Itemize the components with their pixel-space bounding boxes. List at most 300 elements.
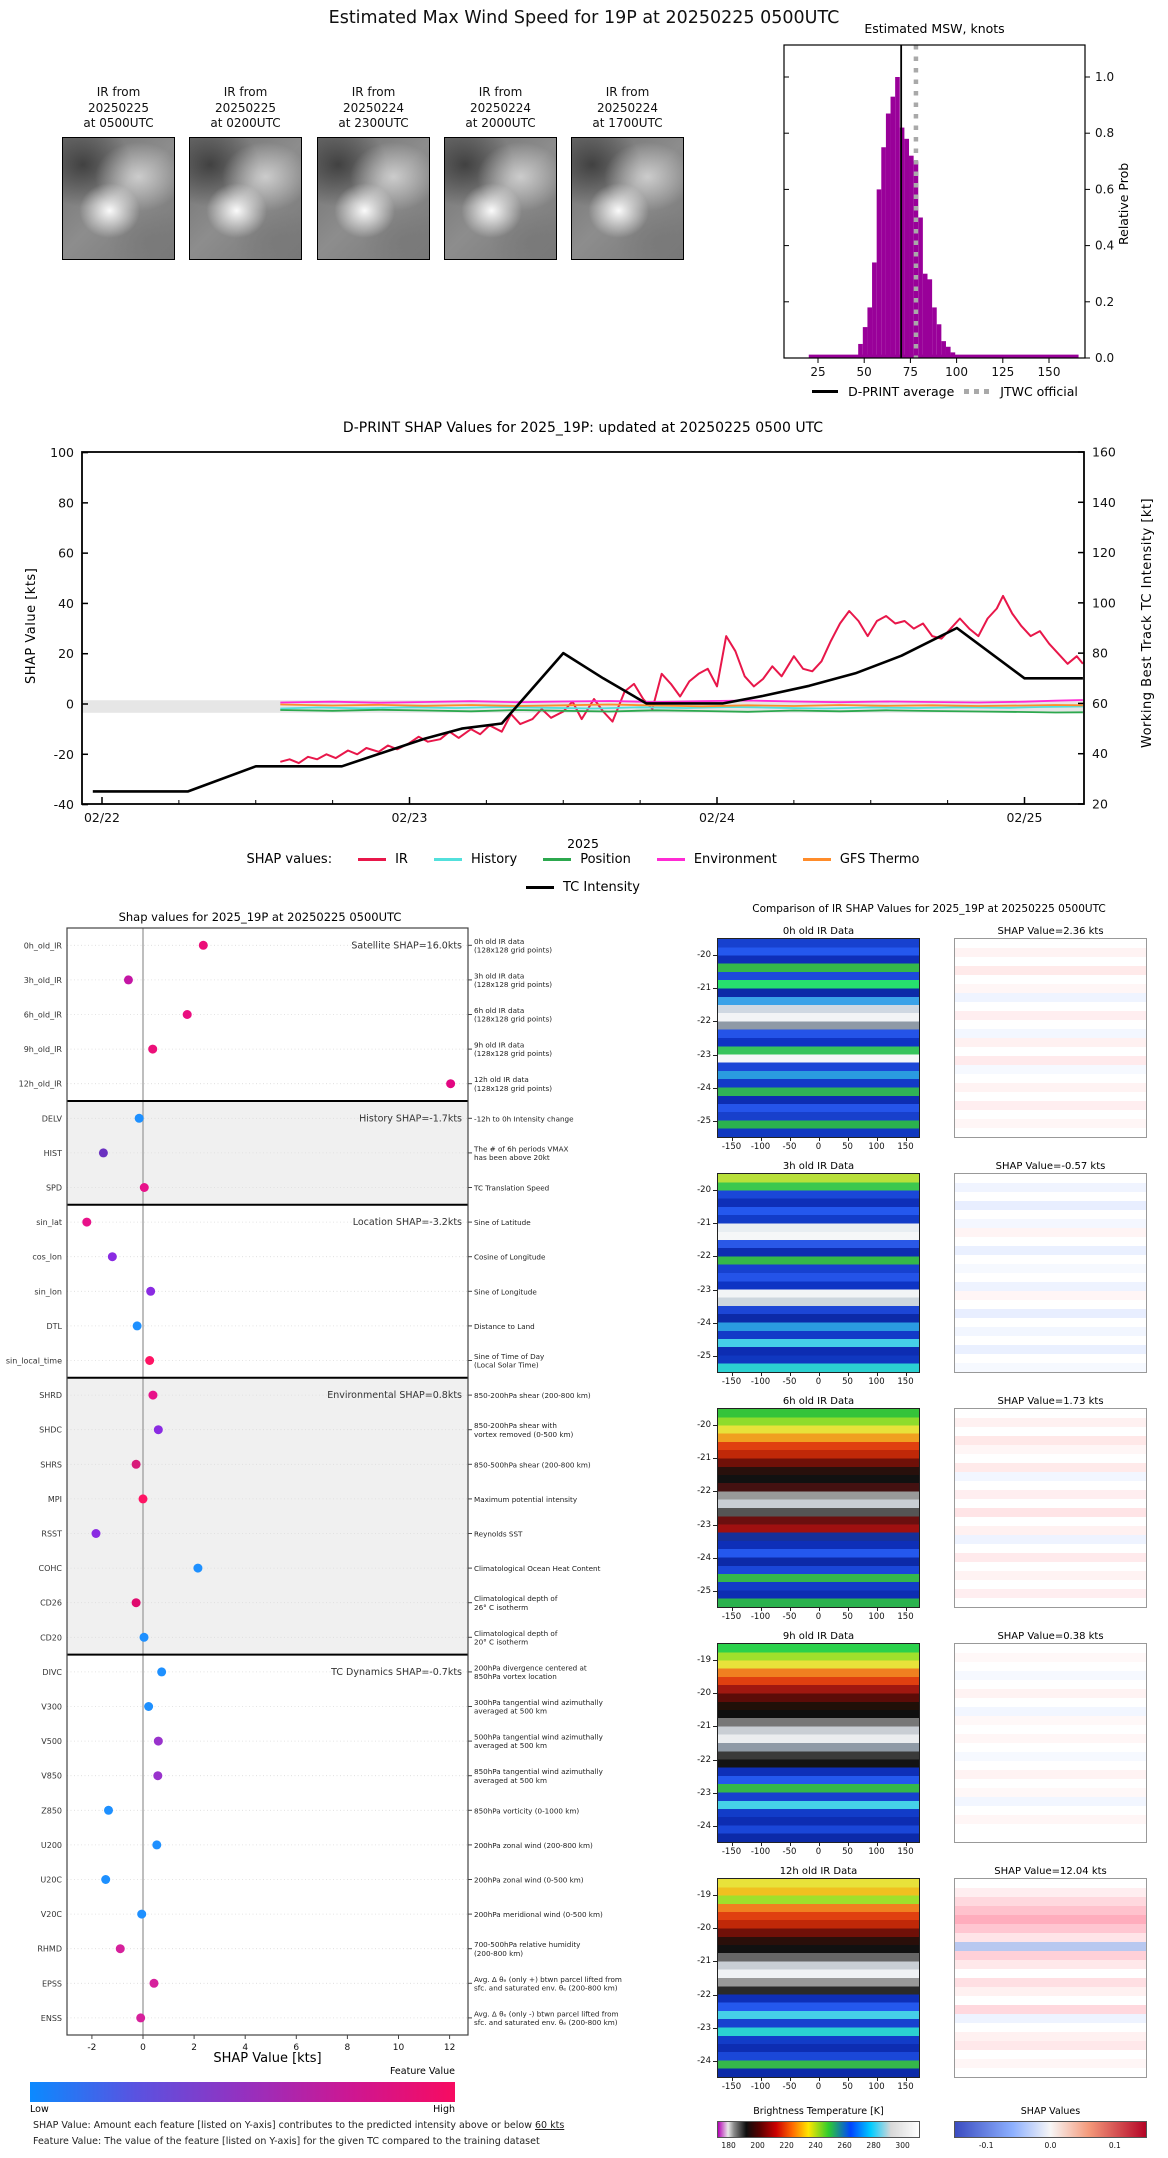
heatmap-xtick: 0: [815, 1847, 822, 1857]
ir-thumbnail-label: IR from 20250224 at 2000UTC: [465, 85, 536, 131]
heatmap-ytick: -20: [697, 1184, 711, 1195]
shap-dot-MPI: [139, 1494, 148, 1503]
heatmap-ytick: -22: [697, 1251, 711, 1262]
heatmap-xtick-dash: [790, 1138, 791, 1141]
heatmap-ytick-dash: [713, 1425, 717, 1426]
feature-desc: Avg. Δ θₑ (only +) btwn parcel lifted from sfc. and saturated env. θₑ (200-800 km): [474, 1974, 622, 1993]
heatmap-xtick: -100: [750, 1612, 771, 1622]
heatmap-xtick-dash: [819, 1843, 820, 1846]
heatmap-xtick-dash: [819, 1373, 820, 1376]
ts-xtick: 02/24: [698, 810, 736, 825]
feature-name: 0h_old_IR: [23, 941, 62, 951]
feature-name: 3h_old_IR: [23, 975, 62, 985]
heatmap-xtick-dash: [819, 1138, 820, 1141]
feature-name: 12h_old_IR: [18, 1079, 62, 1089]
heatmap-ytick: -24: [697, 1082, 711, 1093]
heatmap-ytick: -19: [697, 1654, 711, 1665]
shap-dot-CD26: [132, 1598, 141, 1607]
feature-name: 9h_old_IR: [23, 1045, 62, 1055]
heatmap-xtick: 0: [815, 1612, 822, 1622]
dotplot-title: Shap values for 2025_19P at 20250225 0500UTC: [118, 910, 402, 924]
heatmap-xtick-dash: [790, 2078, 791, 2081]
feature-name: V300: [41, 1702, 62, 1712]
histogram-bar: [914, 161, 919, 358]
heatmap-xtick-dash: [732, 1373, 733, 1376]
heatmap-ytick: -24: [697, 2056, 711, 2067]
heatmap-ytick: -20: [697, 1687, 711, 1698]
ts-right-ytick: 140: [1092, 494, 1116, 510]
shap-dot-0h_old_IR: [199, 941, 208, 950]
heatmap-xtick-dash: [761, 1843, 762, 1846]
timeseries-legend-row2: TC Intensity: [82, 880, 1084, 895]
heatmap-xtick: -100: [750, 1847, 771, 1857]
shap-panel-title: SHAP Value=0.38 kts: [997, 1631, 1104, 1642]
feature-name: EPSS: [41, 1979, 62, 1989]
footnote-shap-value: SHAP Value: Amount each feature [listed on Y-axis] contributes to the predicted intensity above or below 60 kts: [33, 2120, 565, 2131]
heatmap-ytick: -21: [697, 1217, 711, 1228]
heatmap-ytick: -22: [697, 1016, 711, 1027]
heatmap-ytick: -24: [697, 1821, 711, 1832]
heatmap-title: 12h old IR Data: [779, 1866, 858, 1877]
feature-desc: 850-500hPa shear (200-800 km): [474, 1460, 591, 1470]
heatmap-ytick-dash: [713, 1760, 717, 1761]
heatmap-ytick-dash: [713, 1223, 717, 1224]
heatmap-ytick-dash: [713, 1591, 717, 1592]
bt-colorbar-tick: 220: [779, 2141, 794, 2150]
shap-dot-sin_lat: [82, 1218, 91, 1227]
histogram-bar: [909, 156, 914, 358]
shap-dotplot: [0, 905, 700, 2065]
histogram-ylabel: Relative Prob: [1116, 162, 1131, 245]
histogram-bar: [951, 352, 956, 358]
feature-desc: 500hPa tangential wind azimuthally averaged at 500 km: [474, 1732, 603, 1751]
heatmap-ytick: -21: [697, 1721, 711, 1732]
shap-dot-ENSS: [136, 2013, 145, 2022]
heatmap-ytick-dash: [713, 1895, 717, 1896]
ts-right-ytick: 80: [1092, 645, 1108, 661]
heatmap-ytick-dash: [713, 1928, 717, 1929]
heatmap-xtick: 0: [815, 2082, 822, 2092]
series-ir: [280, 596, 1083, 763]
dotplot-xtick: 12: [443, 2043, 456, 2053]
feature-desc: Sine of Longitude: [474, 1287, 537, 1297]
dprint-average-line-swatch: [812, 390, 838, 393]
ts-left-ytick: -20: [53, 746, 74, 762]
histogram-bar: [891, 97, 896, 358]
histogram-bar: [937, 324, 942, 358]
tc-intensity-series-swatch: [526, 886, 554, 889]
shap-dot-9h_old_IR: [148, 1045, 157, 1054]
feature-name: 6h_old_IR: [23, 1010, 62, 1020]
feature-desc: 850-200hPa shear with vortex removed (0-500 km): [474, 1421, 574, 1439]
heatmap-ytick-dash: [713, 1356, 717, 1357]
feature-name: DTL: [46, 1321, 62, 1331]
heatmap-ytick-dash: [713, 1726, 717, 1727]
histogram-xtick: 150: [1037, 365, 1061, 379]
position-series-swatch: [543, 858, 571, 861]
shap-dot-3h_old_IR: [124, 975, 133, 984]
feature-desc: 850hPa tangential wind azimuthally averaged at 500 km: [474, 1767, 603, 1785]
jtwc-official-dotted-swatch: [964, 389, 990, 394]
feature-name: HIST: [43, 1148, 62, 1158]
feature-name: DIVC: [42, 1667, 62, 1677]
heatmap-ytick-dash: [713, 1021, 717, 1022]
heatmap-xtick-dash: [848, 2078, 849, 2081]
heatmap-xtick-dash: [761, 1608, 762, 1611]
histogram-xtick: 25: [810, 365, 826, 379]
heatmap-xtick-dash: [761, 1138, 762, 1141]
shap-dot-SPD: [140, 1183, 149, 1192]
feature-desc: 850-200hPa shear (200-800 km): [474, 1391, 591, 1401]
bt-colorbar-tick: 280: [866, 2141, 881, 2150]
heatmap-ytick: -23: [697, 1519, 711, 1530]
heatmap-title: 3h old IR Data: [782, 1161, 855, 1172]
dotplot-xtick: 8: [344, 2043, 351, 2053]
heatmap-ytick-dash: [713, 1660, 717, 1661]
heatmap-ytick-dash: [713, 1256, 717, 1257]
feature-name: RHMD: [37, 1944, 62, 1954]
dotplot-xtick: 10: [392, 2043, 405, 2053]
shap-colorbar-tick: 0.0: [1044, 2141, 1057, 2150]
feature-desc: 200hPa zonal wind (200-800 km): [474, 1840, 593, 1850]
feature-name: sin_lon: [34, 1287, 62, 1297]
histogram-ytick: 0.6: [1095, 182, 1115, 197]
heatmap-xtick: 50: [842, 1612, 853, 1622]
heatmap-ytick-dash: [713, 2061, 717, 2062]
heatmap-xtick-dash: [906, 1138, 907, 1141]
heatmap-xtick-dash: [906, 2078, 907, 2081]
feature-desc: The # of 6h periods VMAX has been above 20kt: [474, 1144, 569, 1162]
heatmap-ytick: -25: [697, 1351, 711, 1362]
histogram-bar: [941, 341, 946, 358]
heatmap-xtick: -50: [782, 1612, 797, 1622]
feature-name: V850: [41, 1771, 62, 1781]
heatmap-xtick: 100: [868, 1142, 885, 1152]
heatmap-xtick-dash: [761, 1373, 762, 1376]
heatmap-ytick-dash: [713, 1693, 717, 1694]
histogram-bar: [932, 307, 937, 358]
histogram-bar: [895, 77, 900, 358]
feature-desc: TC Translation Speed: [474, 1183, 550, 1193]
feature-name: SHRS: [40, 1460, 62, 1470]
heatmap-xtick: 100: [868, 1612, 885, 1622]
heatmap-xtick: 150: [897, 1847, 914, 1857]
feature-desc: Reynolds SST: [474, 1529, 523, 1539]
heatmap-title: 0h old IR Data: [782, 926, 855, 937]
feature-value-colorbar: [30, 2082, 455, 2102]
heatmap-xtick: 100: [868, 1377, 885, 1387]
bt-colorbar-tick: 200: [750, 2141, 765, 2150]
page-title: Estimated Max Wind Speed for 19P at 20250225 0500UTC: [328, 8, 840, 28]
timeseries-frame: [82, 452, 1084, 804]
ir-thumbnail-label: IR from 20250224 at 2300UTC: [338, 85, 409, 131]
feature-desc: Cosine of Longitude: [474, 1252, 546, 1262]
heatmap-ytick-dash: [713, 1961, 717, 1962]
shap-dot-V500: [154, 1737, 163, 1746]
ts-right-ytick: 100: [1092, 595, 1116, 611]
heatmap-xtick: 50: [842, 2082, 853, 2092]
heatmap-xtick: 50: [842, 1847, 853, 1857]
dotplot-xtick: 6: [293, 2043, 300, 2053]
feature-name: MPI: [47, 1494, 62, 1504]
shap-dot-U200: [152, 1840, 161, 1849]
heatmap-ytick-dash: [713, 988, 717, 989]
dotplot-xtick: 0: [140, 2043, 146, 2053]
heatmap-xtick-dash: [732, 1138, 733, 1141]
feature-desc: 200hPa divergence centered at 850hPa vortex location: [474, 1663, 587, 1681]
ir-heatmap: [717, 1643, 920, 1843]
section-shap-label: TC Dynamics SHAP=-0.7kts: [331, 1666, 462, 1678]
ts-left-ytick: 60: [58, 545, 74, 561]
heatmap-ytick: -22: [697, 1486, 711, 1497]
ir-thumbnail-label: IR from 20250224 at 1700UTC: [592, 85, 663, 131]
heatmap-xtick-dash: [848, 1608, 849, 1611]
shap-stripe-panel: [954, 938, 1147, 1138]
heatmap-xtick: -50: [782, 1377, 797, 1387]
feature-name: Z850: [41, 1806, 62, 1816]
timeseries-year-label: 2025: [567, 836, 599, 851]
heatmap-ytick: -20: [697, 1922, 711, 1933]
ts-xtick: 02/25: [1006, 810, 1043, 825]
ts-right-ytick: 40: [1092, 746, 1108, 762]
feature-desc: Maximum potential intensity: [474, 1494, 578, 1504]
heatmap-xtick: 150: [897, 1142, 914, 1152]
heatmap-xtick-dash: [906, 1608, 907, 1611]
feature-name: V500: [41, 1737, 62, 1747]
feature-desc: 6h old IR data (128x128 grid points): [474, 1006, 553, 1024]
ts-xtick: 02/23: [391, 810, 428, 825]
heatmap-xtick-dash: [906, 1843, 907, 1846]
feature-desc: Distance to Land: [474, 1321, 535, 1331]
shap-panel-title: SHAP Value=12.04 kts: [994, 1866, 1107, 1877]
section-shap-label: Location SHAP=-3.2kts: [352, 1217, 462, 1229]
shap-stripe-panel: [954, 1878, 1147, 2078]
ts-left-ytick: 20: [58, 646, 74, 662]
dotplot-xtick: -2: [87, 2043, 97, 2053]
shap-stripe-panel: [954, 1408, 1147, 1608]
feature-name: U200: [40, 1840, 62, 1850]
timeseries-right-ylabel: Working Best Track TC Intensity [kt]: [1140, 497, 1155, 748]
shap-dot-DIVC: [157, 1667, 166, 1676]
feature-desc: 200hPa meridional wind (0-500 km): [474, 1910, 603, 1920]
heatmap-xtick: -150: [721, 1142, 742, 1152]
heatmap-ytick: -24: [697, 1317, 711, 1328]
feature-desc: 850hPa vorticity (0-1000 km): [474, 1806, 580, 1816]
histogram-bar: [863, 327, 868, 358]
shap-dot-RSST: [91, 1529, 100, 1538]
histogram-xtick: 100: [945, 365, 969, 379]
brightness-temp-colorbar: [717, 2121, 920, 2138]
shap-dot-sin_local_time: [145, 1356, 154, 1365]
heatmap-ytick-dash: [713, 1323, 717, 1324]
heatmap-ytick: -21: [697, 1956, 711, 1967]
section-shap-label: History SHAP=-1.7kts: [359, 1113, 462, 1125]
feature-desc: 700-500hPa relative humidity (200-800 km): [474, 1940, 581, 1958]
ts-right-ytick: 120: [1092, 545, 1116, 561]
heatmap-ytick-dash: [713, 1055, 717, 1056]
heatmap-ytick-dash: [713, 1995, 717, 1996]
heatmap-xtick-dash: [732, 1608, 733, 1611]
heatmap-title: 6h old IR Data: [782, 1396, 855, 1407]
histogram-bar: [867, 307, 872, 358]
msw-histogram: [0, 0, 1168, 410]
heatmap-ytick-dash: [713, 1190, 717, 1191]
shap-panel-title: SHAP Value=2.36 kts: [997, 926, 1104, 937]
feature-desc: 3h old IR data (128x128 grid points): [474, 971, 553, 989]
shap-dot-DELV: [135, 1114, 144, 1123]
feature-name: CD26: [40, 1598, 62, 1608]
histogram-bar: [877, 189, 882, 358]
ir-heatmap: [717, 1173, 920, 1373]
histogram-bar: [886, 114, 891, 358]
feature-name: SPD: [45, 1183, 62, 1193]
ts-right-ytick: 60: [1092, 695, 1108, 711]
histogram-bar: [872, 262, 877, 358]
shap-dot-cos_lon: [108, 1252, 117, 1261]
histogram-xtick: 50: [856, 365, 872, 379]
feature-desc: Sine of Latitude: [474, 1218, 531, 1228]
histogram-bar: [923, 274, 928, 358]
heatmap-xtick-dash: [877, 1843, 878, 1846]
heatmap-ytick: -20: [697, 949, 711, 960]
environment-series-swatch: [657, 858, 685, 861]
heatmap-xtick: -50: [782, 1142, 797, 1152]
heatmap-xtick: -50: [782, 1847, 797, 1857]
heatmap-xtick: 0: [815, 1142, 822, 1152]
heatmap-ytick: -23: [697, 2022, 711, 2033]
ir-heatmap: [717, 938, 920, 1138]
bt-colorbar-tick: 240: [808, 2141, 823, 2150]
feature-name: CD20: [40, 1633, 62, 1643]
heatmap-xtick: -100: [750, 1377, 771, 1387]
heatmap-ytick-dash: [713, 1525, 717, 1526]
heatmap-xtick: -100: [750, 1142, 771, 1152]
shap-values-colorbar-label: SHAP Values: [1020, 2106, 1081, 2117]
heatmap-xtick: 150: [897, 1377, 914, 1387]
section-shap-label: Satellite SHAP=16.0kts: [351, 940, 462, 952]
dotplot-xtick: 2: [191, 2043, 197, 2053]
feature-desc: Climatological depth of 26° C isotherm: [474, 1594, 558, 1612]
footnote-feature-value: Feature Value: The value of the feature [listed on Y-axis] for the given TC compared to the training dataset: [33, 2136, 540, 2147]
histogram-ytick: 0.4: [1095, 238, 1115, 253]
dotplot-xtick: 4: [242, 2043, 249, 2053]
histogram-ytick: 0.0: [1095, 351, 1115, 365]
heatmap-xtick: -100: [750, 2082, 771, 2092]
heatmap-xtick: 150: [897, 2082, 914, 2092]
ir-heatmap: [717, 1408, 920, 1608]
feature-desc: 0h old IR data (128x128 grid points): [474, 936, 553, 955]
ts-left-ytick: -40: [53, 797, 74, 813]
shap-dot-RHMD: [116, 1944, 125, 1953]
histogram-ytick: 0.2: [1095, 294, 1115, 309]
heatmap-xtick-dash: [906, 1373, 907, 1376]
history-series-swatch: [434, 858, 462, 861]
dotplot-xlabel: SHAP Value [kts]: [213, 2051, 322, 2066]
feature-desc: -12h to 0h Intensity change: [474, 1114, 574, 1124]
heatmap-xtick-dash: [848, 1138, 849, 1141]
shap-dot-DTL: [133, 1321, 142, 1330]
shap-colorbar-tick: -0.1: [978, 2141, 994, 2150]
histogram-bar: [881, 147, 886, 358]
heatmap-ytick: -21: [697, 982, 711, 993]
feature-name: ENSS: [40, 2013, 62, 2023]
shap-panel-title: SHAP Value=1.73 kts: [997, 1396, 1104, 1407]
shap-dot-12h_old_IR: [446, 1079, 455, 1088]
shap-dot-SHRS: [132, 1460, 141, 1469]
timeseries-title: D-PRINT SHAP Values for 2025_19P: updated at 20250225 0500 UTC: [342, 420, 824, 436]
heatmap-ytick: -22: [697, 1989, 711, 2000]
heatmap-xtick-dash: [877, 1138, 878, 1141]
shap-stripe-panel: [954, 1173, 1147, 1373]
heatmap-xtick-dash: [877, 1373, 878, 1376]
shap-dot-V850: [153, 1771, 162, 1780]
brightness-temp-colorbar-label: Brightness Temperature [K]: [753, 2106, 884, 2117]
heatmap-xtick-dash: [848, 1843, 849, 1846]
heatmap-xtick-dash: [732, 2078, 733, 2081]
shap-dot-V20C: [137, 1910, 146, 1919]
section-shading: [67, 1378, 468, 1655]
ts-left-ytick: 80: [58, 495, 74, 511]
heatmap-xtick: -150: [721, 2082, 742, 2092]
feature-desc: 300hPa tangential wind azimuthally averaged at 500 km: [474, 1698, 603, 1716]
shap-dot-EPSS: [149, 1979, 158, 1988]
bt-colorbar-tick: 300: [895, 2141, 910, 2150]
feature-name: V20C: [40, 1910, 62, 1920]
shap-dot-CD20: [140, 1633, 149, 1642]
histogram-bar: [858, 344, 863, 358]
feature-name: COHC: [38, 1564, 62, 1574]
shap-dot-Z850: [104, 1806, 113, 1815]
ir-thumbnail-label: IR from 20250225 at 0500UTC: [83, 85, 154, 131]
histogram-ytick: 0.8: [1095, 126, 1115, 141]
timeseries-left-ylabel: SHAP Value [kts]: [24, 567, 39, 684]
feature-name: SHRD: [39, 1391, 62, 1401]
heatmap-ytick: -25: [697, 1586, 711, 1597]
histogram-xtick: 75: [902, 365, 919, 379]
heatmap-xtick-dash: [790, 1608, 791, 1611]
heatmap-ytick: -23: [697, 1787, 711, 1798]
heatmap-ytick-dash: [713, 1793, 717, 1794]
heatmap-xtick-dash: [790, 1843, 791, 1846]
heatmap-xtick-dash: [732, 1843, 733, 1846]
shap-dot-HIST: [99, 1148, 108, 1157]
feature-name: cos_lon: [32, 1252, 62, 1262]
feature-desc: Climatological Ocean Heat Content: [474, 1564, 601, 1574]
heatmap-xtick-dash: [848, 1373, 849, 1376]
feature-desc: Sine of Time of Day (Local Solar Time): [474, 1352, 545, 1370]
colorbar-high-label: High: [433, 2104, 455, 2115]
feature-name: DELV: [41, 1114, 62, 1124]
feature-name: sin_local_time: [5, 1356, 62, 1366]
ir-series-swatch: [358, 858, 386, 861]
heatmap-xtick: -150: [721, 1377, 742, 1387]
heatmap-xtick: 0: [815, 1377, 822, 1387]
shap-dot-sin_lon: [146, 1287, 155, 1296]
feature-name: U20C: [40, 1875, 62, 1885]
shap-dot-6h_old_IR: [183, 1010, 192, 1019]
heatmap-ytick: -22: [697, 1754, 711, 1765]
heatmap-xtick: -150: [721, 1612, 742, 1622]
feature-name: SHDC: [39, 1425, 62, 1435]
ir-thumbnail-label: IR from 20250225 at 0200UTC: [210, 85, 281, 131]
histogram-xtick: 125: [991, 365, 1015, 379]
heatmap-xtick-dash: [819, 1608, 820, 1611]
heatmap-ytick: -23: [697, 1049, 711, 1060]
shap-dot-SHDC: [154, 1425, 163, 1434]
shap-dot-U20C: [101, 1875, 110, 1884]
ir-heatmap: [717, 1878, 920, 2078]
heatmap-ytick-dash: [713, 1558, 717, 1559]
